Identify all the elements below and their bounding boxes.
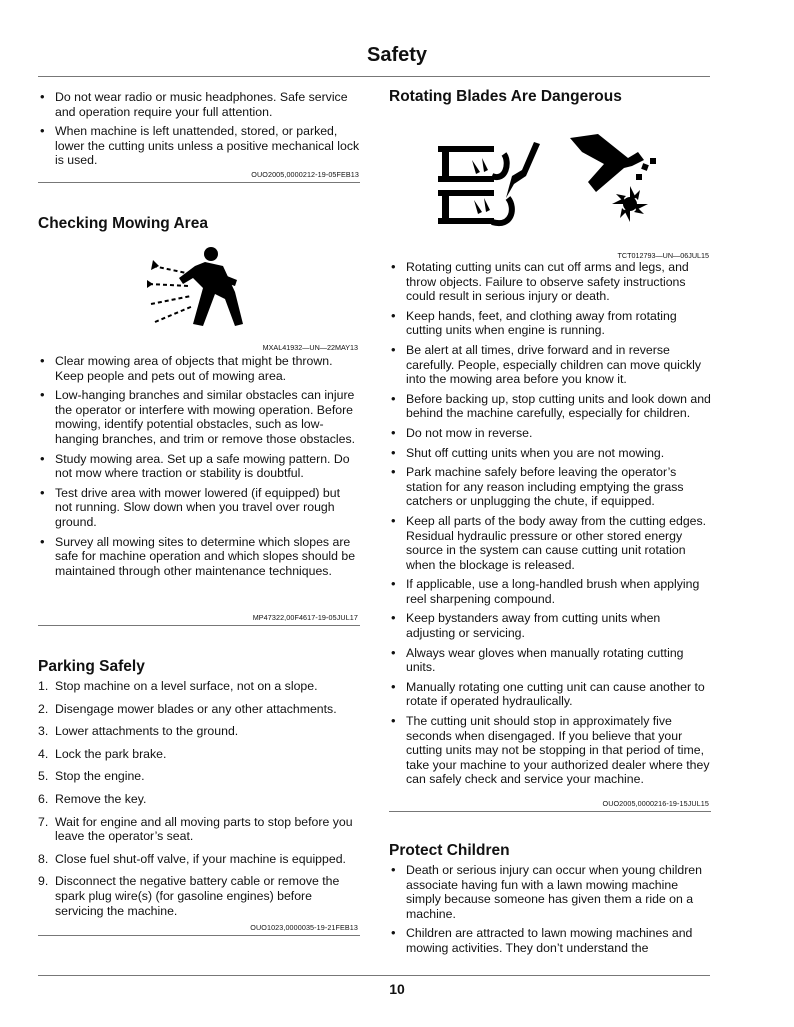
list-item: • When machine is left unattended, stored, or parked, lower the cutting units unless a positive mechanical lock is used.	[38, 124, 360, 168]
list-item: • Be alert at all times, drive forward and in reverse carefully. People, especially children can move quickly into the mowing area before you know it.	[389, 343, 711, 387]
hand-cut-hazard-icon	[568, 134, 663, 229]
list-item: • Always wear gloves when manually rotating cutting units.	[389, 646, 711, 675]
list-item: • Children are attracted to lawn mowing machines and mowing activities. They don’t understand the	[389, 926, 711, 955]
section-reference: OUO1023,0000035-19-21FEB13	[250, 923, 358, 932]
list-item: • Shut off cutting units when you are not mowing.	[389, 446, 711, 461]
section-reference: OUO2005,0000216-19-15JUL15	[602, 799, 709, 808]
section-heading-children: Protect Children	[389, 842, 510, 859]
list-item: • Do not wear radio or music headphones. Safe service and operation require your full attention.	[38, 90, 360, 119]
list-item: • Test drive area with mower lowered (if equipped) but not running. Slow down when you travel over rough ground.	[38, 486, 360, 530]
intro-bullet-list	[38, 90, 360, 173]
section-divider	[38, 182, 360, 183]
list-item: • Do not mow in reverse.	[389, 426, 711, 441]
list-item: 6. Remove the key.	[38, 791, 147, 806]
list-item: 2. Disengage mower blades or any other attachments.	[38, 701, 337, 716]
list-item: 9. Disconnect the negative battery cable or remove the spark plug wire(s) (for gasoline engines) before servicing the machine.	[38, 874, 340, 918]
figure-caption: MXAL41932—UN—22MAY13	[262, 343, 358, 352]
section-divider	[38, 625, 360, 626]
page-title: Safety	[366, 44, 428, 66]
list-item: • Death or serious injury can occur when young children associate having fun with a lawn mowing machine simply because someone has given them a ride on a machine.	[389, 863, 711, 921]
section-heading-parking: Parking Safely	[38, 658, 145, 675]
list-item: • Clear mowing area of objects that might be thrown. Keep people and pets out of mowing area.	[38, 354, 360, 383]
section-reference: MP47322,00F4617-19-05JUL17	[252, 613, 358, 622]
list-item: 7. Wait for engine and all moving parts to stop before you leave the operator’s seat.	[38, 814, 353, 844]
list-item: • If applicable, use a long-handled brush when applying reel sharpening compound.	[389, 577, 711, 606]
parking-steps-list	[38, 679, 360, 926]
list-item: 1. Stop machine on a level surface, not on a slope.	[38, 679, 318, 693]
blades-bullet-list	[389, 260, 711, 792]
section-divider	[38, 935, 360, 936]
list-item: • Rotating cutting units can cut off arms and legs, and throw objects. Failure to observe safety instructions could result in serious injury or death.	[389, 260, 711, 304]
list-item: • The cutting unit should stop in approximately five seconds when disengaged. If you believe that your cutting units may not be stopping in that period of time, take your machine to your authorized dealer where they can safely check and service your machine.	[389, 714, 711, 787]
list-item: 5. Stop the engine.	[38, 769, 145, 784]
list-item: • Keep hands, feet, and clothing away from rotating cutting units when engine is running.	[389, 309, 711, 338]
header-rule	[38, 76, 710, 77]
mowing-bullet-list	[38, 354, 360, 583]
section-heading-blades: Rotating Blades Are Dangerous	[389, 88, 622, 105]
children-bullet-list	[389, 863, 711, 961]
list-item: 8. Close fuel shut-off valve, if your machine is equipped.	[38, 851, 346, 866]
list-item: • Keep bystanders away from cutting units when adjusting or servicing.	[389, 611, 711, 640]
section-reference: OUO2005,0000212-19-05FEB13	[251, 170, 359, 179]
figure-caption: TCT012793—UN—06JUL15	[617, 251, 709, 260]
list-item: • Survey all mowing sites to determine which slopes are safe for machine operation and which slopes should be maintained through other maintenance techniques.	[38, 535, 360, 579]
section-heading-mowing: Checking Mowing Area	[38, 215, 208, 232]
section-divider	[389, 811, 711, 812]
list-item: 4. Lock the park brake.	[38, 746, 167, 761]
list-item: 3. Lower attachments to the ground.	[38, 724, 239, 739]
cutting-unit-icon	[436, 140, 546, 230]
page-number: 10	[389, 981, 405, 997]
list-item: • Before backing up, stop cutting units and look down and behind the machine carefully, especially for children.	[389, 392, 711, 421]
list-item: • Study mowing area. Set up a safe mowing pattern. Do not mow where traction or stability is doubtful.	[38, 452, 360, 481]
list-item: • Manually rotating one cutting unit can cause another to rotate if operated hydraulically.	[389, 680, 711, 709]
list-item: • Low-hanging branches and similar obstacles can injure the operator or interfere with mowing operation. Before mowing, identify potential obstacles, such as low-hanging branches, and trim or remove those obstacles.	[38, 388, 360, 446]
thrown-object-warning-icon	[145, 244, 255, 334]
list-item: • Keep all parts of the body away from the cutting edges. Residual hydraulic pressure or other stored energy source in the system can cause cutting unit rotation when the blockage is released.	[389, 514, 711, 572]
list-item: • Park machine safely before leaving the operator’s station for any reason including emptying the grass catchers or unplugging the chute, if equipped.	[389, 465, 711, 509]
footer-rule	[38, 975, 710, 976]
